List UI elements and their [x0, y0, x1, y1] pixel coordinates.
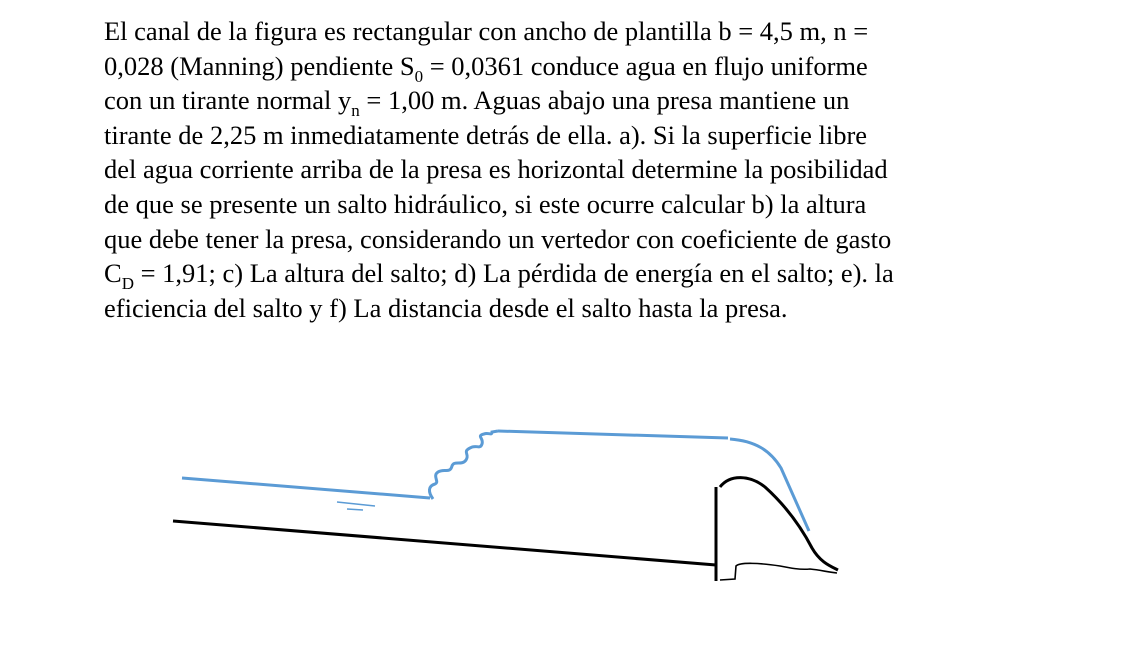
weir-nappe [730, 439, 809, 531]
upstream-water-surface [182, 478, 430, 498]
problem-line-3: con un tirante normal $y_n = 1,00$ m. Aguas abajo una presa mantiene un [104, 85, 850, 121]
problem-line-4: tirante de 2,25 m inmediatamente detrás de ella. a). Si la superficie libre [104, 119, 868, 150]
problem-line-5: del agua corriente arriba de la presa es horizontal determine la posibilidad [104, 154, 888, 185]
problem-line-2: 0,028 (Manning) pendiente $S_0 = 0,0361$ conduce agua en flujo uniforme [104, 50, 868, 86]
hydraulic-jump [429, 431, 498, 499]
channel-bed [173, 521, 716, 565]
problem-line-7: que debe tener la presa, considerando un vertedor con coeficiente de gasto [104, 223, 892, 254]
water-level-symbol [337, 502, 375, 510]
downstream-bed [720, 563, 837, 580]
problem-line-8: $C_D = 1,91$; c) La altura del salto; d) La pérdida de energía en el salto; e). la [104, 258, 894, 294]
dam-crest [720, 478, 838, 570]
problem-line-6: de que se presente un salto hidráulico, si este ocurre calcular b) la altura [104, 188, 867, 219]
pool-water-surface [498, 431, 728, 438]
problem-line-1: El canal de la figura es rectangular con ancho de plantilla b = 4,5 m, n = [104, 16, 869, 46]
problem-line-9: eficiencia del salto y f) La distancia desde el salto hasta la presa. [104, 292, 788, 323]
